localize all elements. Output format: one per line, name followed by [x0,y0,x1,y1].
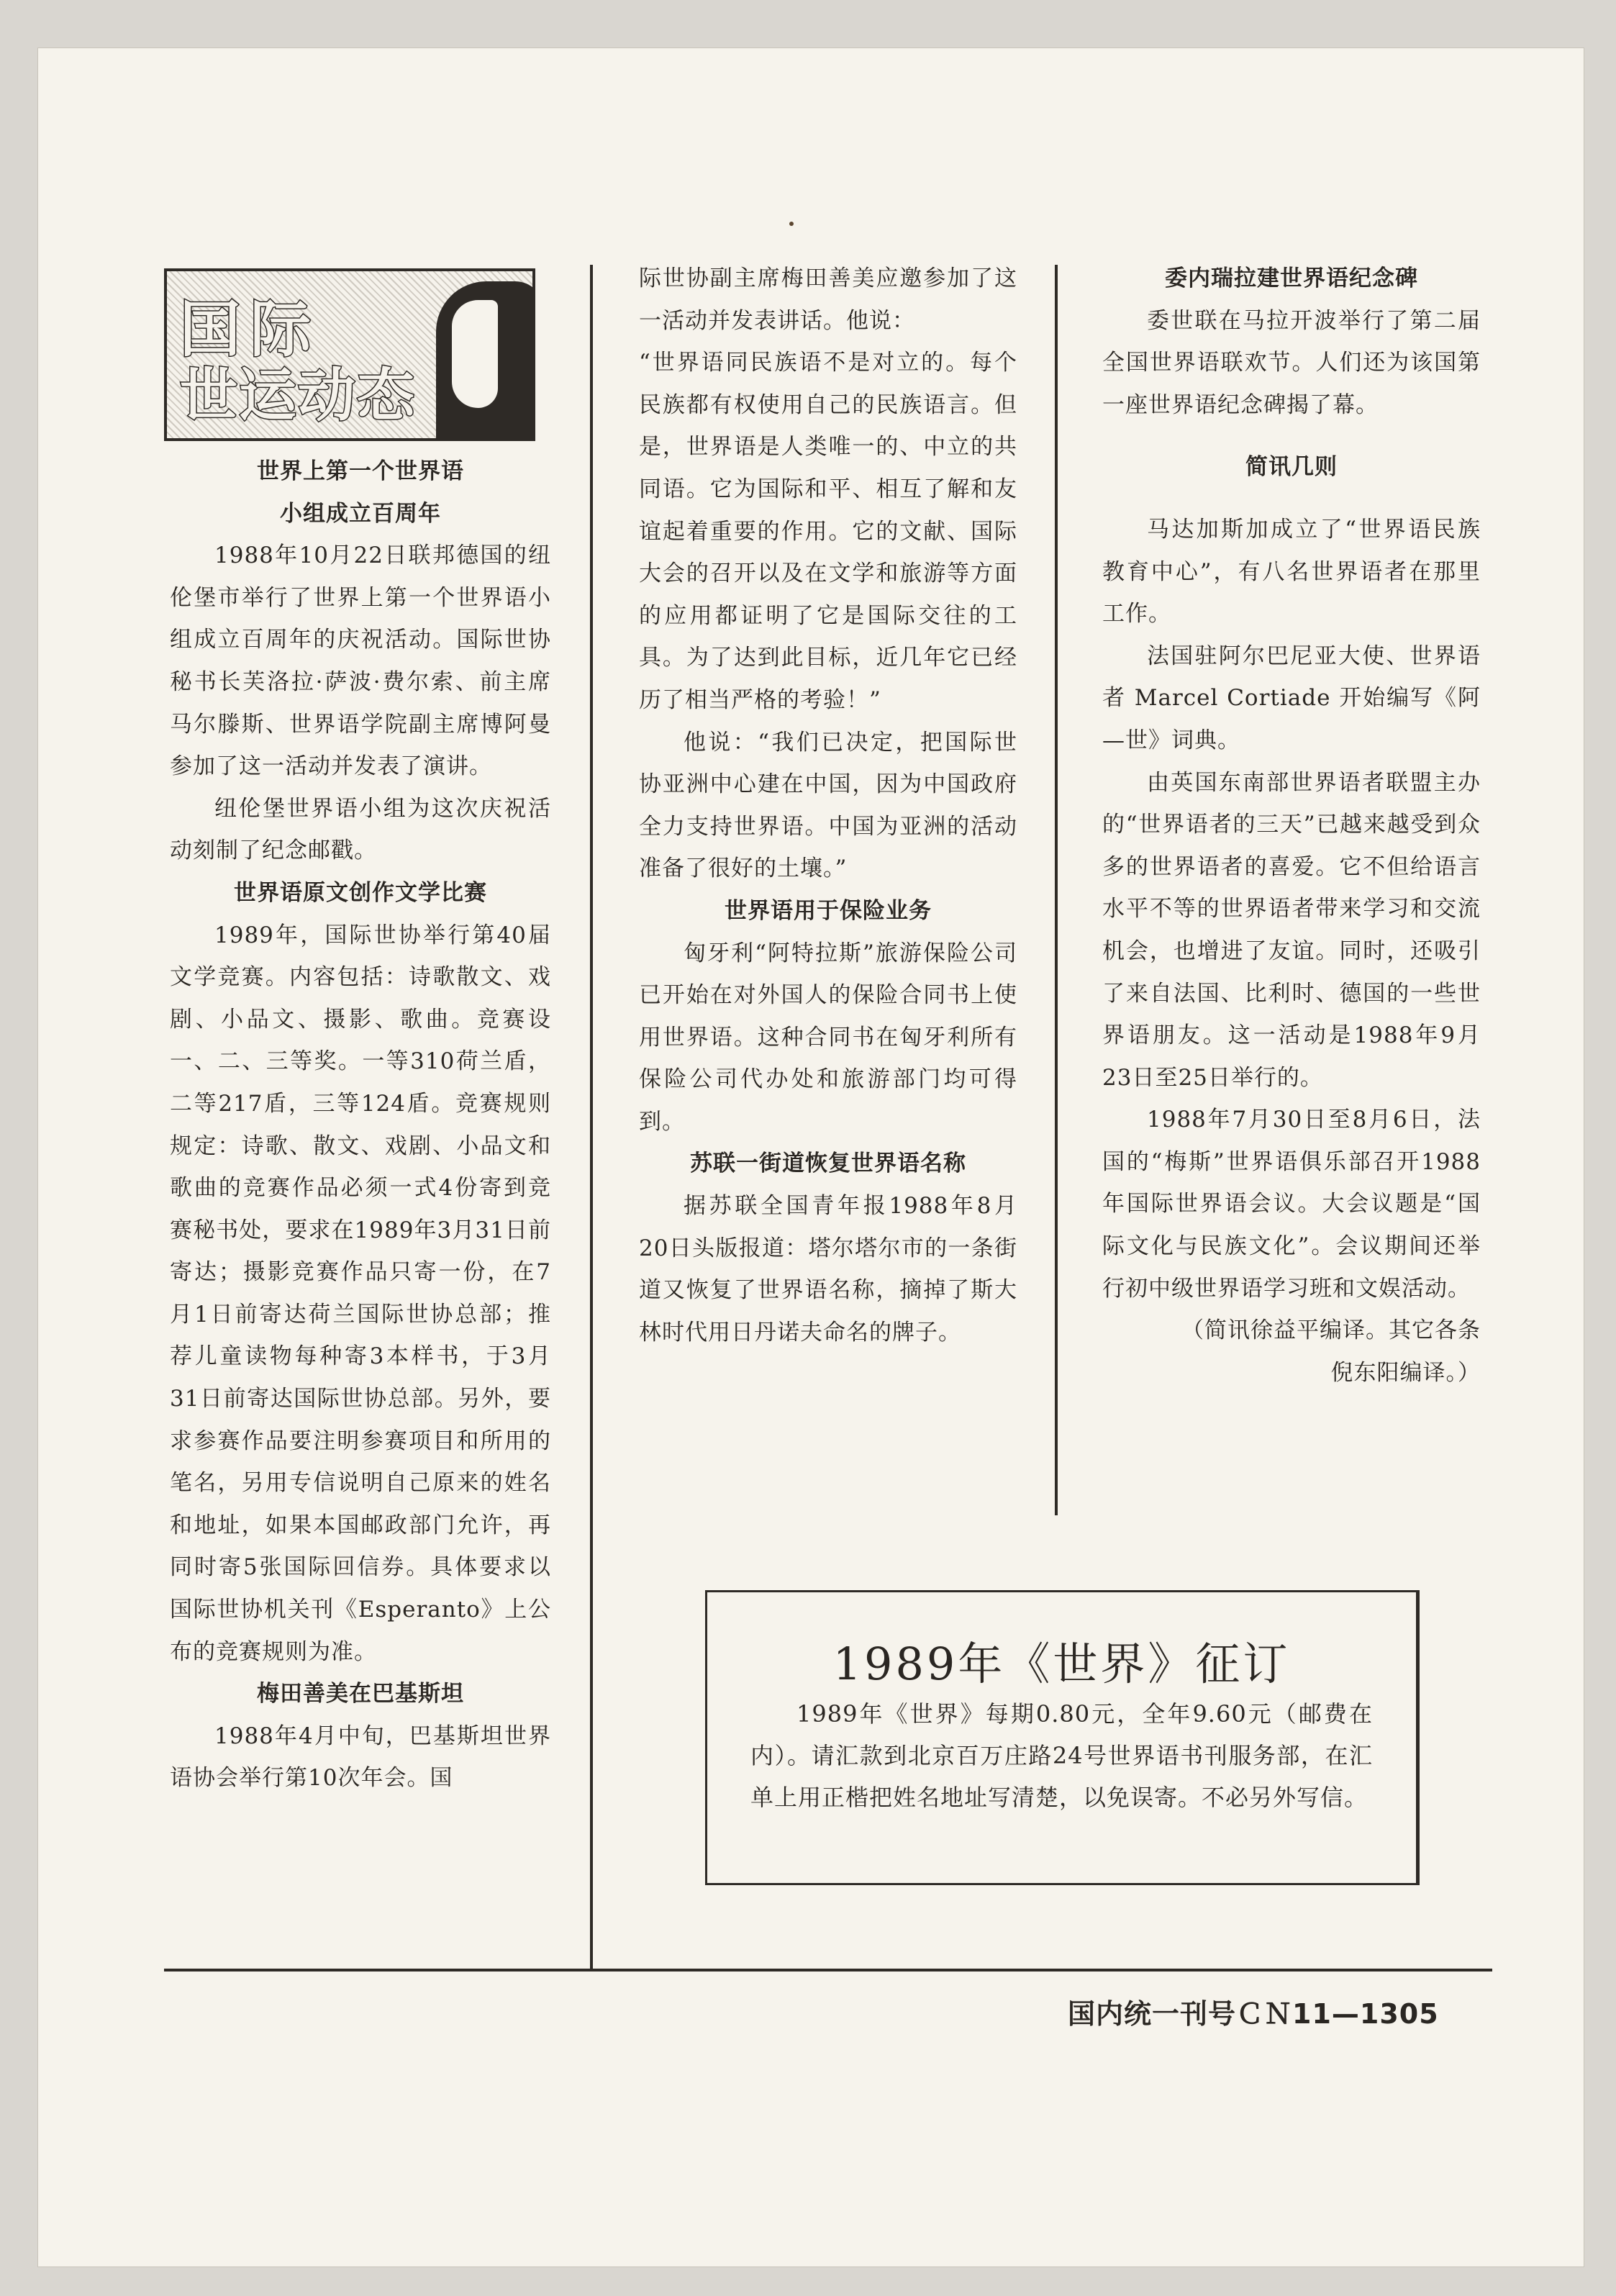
masthead-logo [164,268,535,441]
subscription-title: 1989年《世界》征订 [832,1638,1291,1690]
article-title: 世界语用于保险业务 [725,897,932,924]
article-title: 小组成立百周年 [280,500,441,527]
article-title: 委内瑞拉建世界语纪念碑 [1165,266,1418,291]
paragraph: 马达加斯加成立了“世界语民族教育中心”，有八名世界语者在那里工作。 [1102,516,1481,627]
translator-note: （简讯徐益平编译。其它各条倪东阳编译。） [1181,1317,1481,1386]
print-speck [789,222,794,226]
column-divider [590,265,593,1971]
paragraph: 匈牙利“阿特拉斯”旅游保险公司已开始在对外国人的保险合同书上使用世界语。这种合同书在匈牙利所有保险公司代办处和旅游部门均可得到。 [639,940,1017,1135]
article-title: 梅田善美在巴基斯坦 [257,1681,464,1707]
paragraph: 1989年《世界》每期0.80元，全年9.60元（邮费在内）。请汇款到北京百万庄路24号世界语书刊服务部，在汇单上用正楷把姓名地址写清楚，以免误寄。不必另外写信。 [750,1700,1373,1811]
paragraph: 法国驻阿尔巴尼亚大使、世界语者 Marcel Cortiade 开始编写《阿—世》词典。 [1102,643,1481,753]
subscription-body [750,1693,1373,1818]
paragraph: 他说：“我们已决定，把国际世协亚洲中心建在中国，因为中国政府全力支持世界语。中国为亚洲的活动准备了很好的土壤。” [639,729,1017,882]
paragraph: 1988年10月22日联邦德国的纽伦堡市举行了世界上第一个世界语小组成立百周年的庆祝活动。国际世协秘书长芙洛拉·萨波·费尔索、前主席马尔滕斯、世界语学院副主席博阿曼参加了这一活动并发表了演讲。 [170,543,551,780]
paragraph: 由英国东南部世界语者联盟主办的“世界语者的三天”已越来越受到众多的世界语者的喜爱。它不但给语言水平不等的世界语者带来学习和交流机会，也增进了友谊。同时，还吸引了来自法国、比利时、德国的一些世界语朋友。这一活动是1988年9月23日至25日举行的。 [1102,769,1481,1091]
masthead-line-2: 世运动态 [180,362,416,429]
paragraph: 1988年4月中旬，巴基斯坦世界语协会举行第10次年会。国 [170,1723,551,1792]
paragraph: 1989年，国际世协举行第40届文学竞赛。内容包括：诗歌散文、戏剧、小品文、摄影、歌曲。竞赛设一、二、三等奖。一等310荷兰盾，二等217盾，三等124盾。竞赛规则规定：诗歌、散文、戏剧、小品文和歌曲的竞赛作品必须一式4份寄到竞赛秘书处，要求在1989年3月31日前寄达；摄影竞赛作品只寄一份，在7月1日前寄达荷兰国际世协总部；推荐儿童读物每种寄3本样书，于3月31日前寄达国际世协总部。另外，要求参赛作品要注明参赛项目和所用的笔名，另用专信说明自己原来的姓名和地址，如果本国邮政部门允许，再同时寄5张国际回信券。具体要求以国际世协机关刊《Esperanto》上公布的竞赛规则为准。 [170,922,551,1665]
column-2 [639,258,1017,1353]
paragraph: 1988年7月30日至8月6日，法国的“梅斯”世界语俱乐部召开1988年国际世界语会议。大会议题是“国际文化与民族文化”。会议期间还举行初中级世界语学习班和文娱活动。 [1102,1107,1481,1302]
publication-code: 国内统一刊号ＣＮ11—1305 [1068,1998,1439,2030]
article-title: 世界语原文创作文学比赛 [234,879,487,906]
article-title: 世界上第一个世界语 [257,458,464,484]
article-title: 苏联一街道恢复世界语名称 [690,1151,966,1177]
column-1 [170,450,551,1800]
paragraph: 纽伦堡世界语小组为这次庆祝活动刻制了纪念邮戳。 [170,795,551,864]
paragraph: 际世协副主席梅田善美应邀参加了这一活动并发表讲话。他说： [639,266,1017,334]
article-title: 简讯几则 [1245,454,1338,481]
column-divider [1055,265,1058,1515]
paragraph: 据苏联全国青年报1988年8月20日头版报道：塔尔塔尔市的一条街道又恢复了世界语名称，摘掉了斯大林时代用日丹诺夫命名的牌子。 [639,1193,1017,1346]
column-3 [1102,258,1481,1394]
paragraph: 委世联在马拉开波举行了第二届全国世界语联欢节。人们还为该国第一座世界语纪念碑揭了幕。 [1102,307,1481,418]
quotation: “世界语同民族语不是对立的。每个民族都有权使用自己的民族语言。但是，世界语是人类唯一的、中立的共同语。它为国际和平、相互了解和友谊起着重要的作用。它的文献、国际大会的召开以及在文学和旅游等方面的应用都证明了它是国际交往的工具。为了达到此目标，近几年它已经历了相当严格的考验！” [639,350,1017,713]
masthead-line-1: 国际 [180,294,322,365]
footer-rule [164,1969,1492,1971]
subscription-notice [705,1590,1420,1885]
